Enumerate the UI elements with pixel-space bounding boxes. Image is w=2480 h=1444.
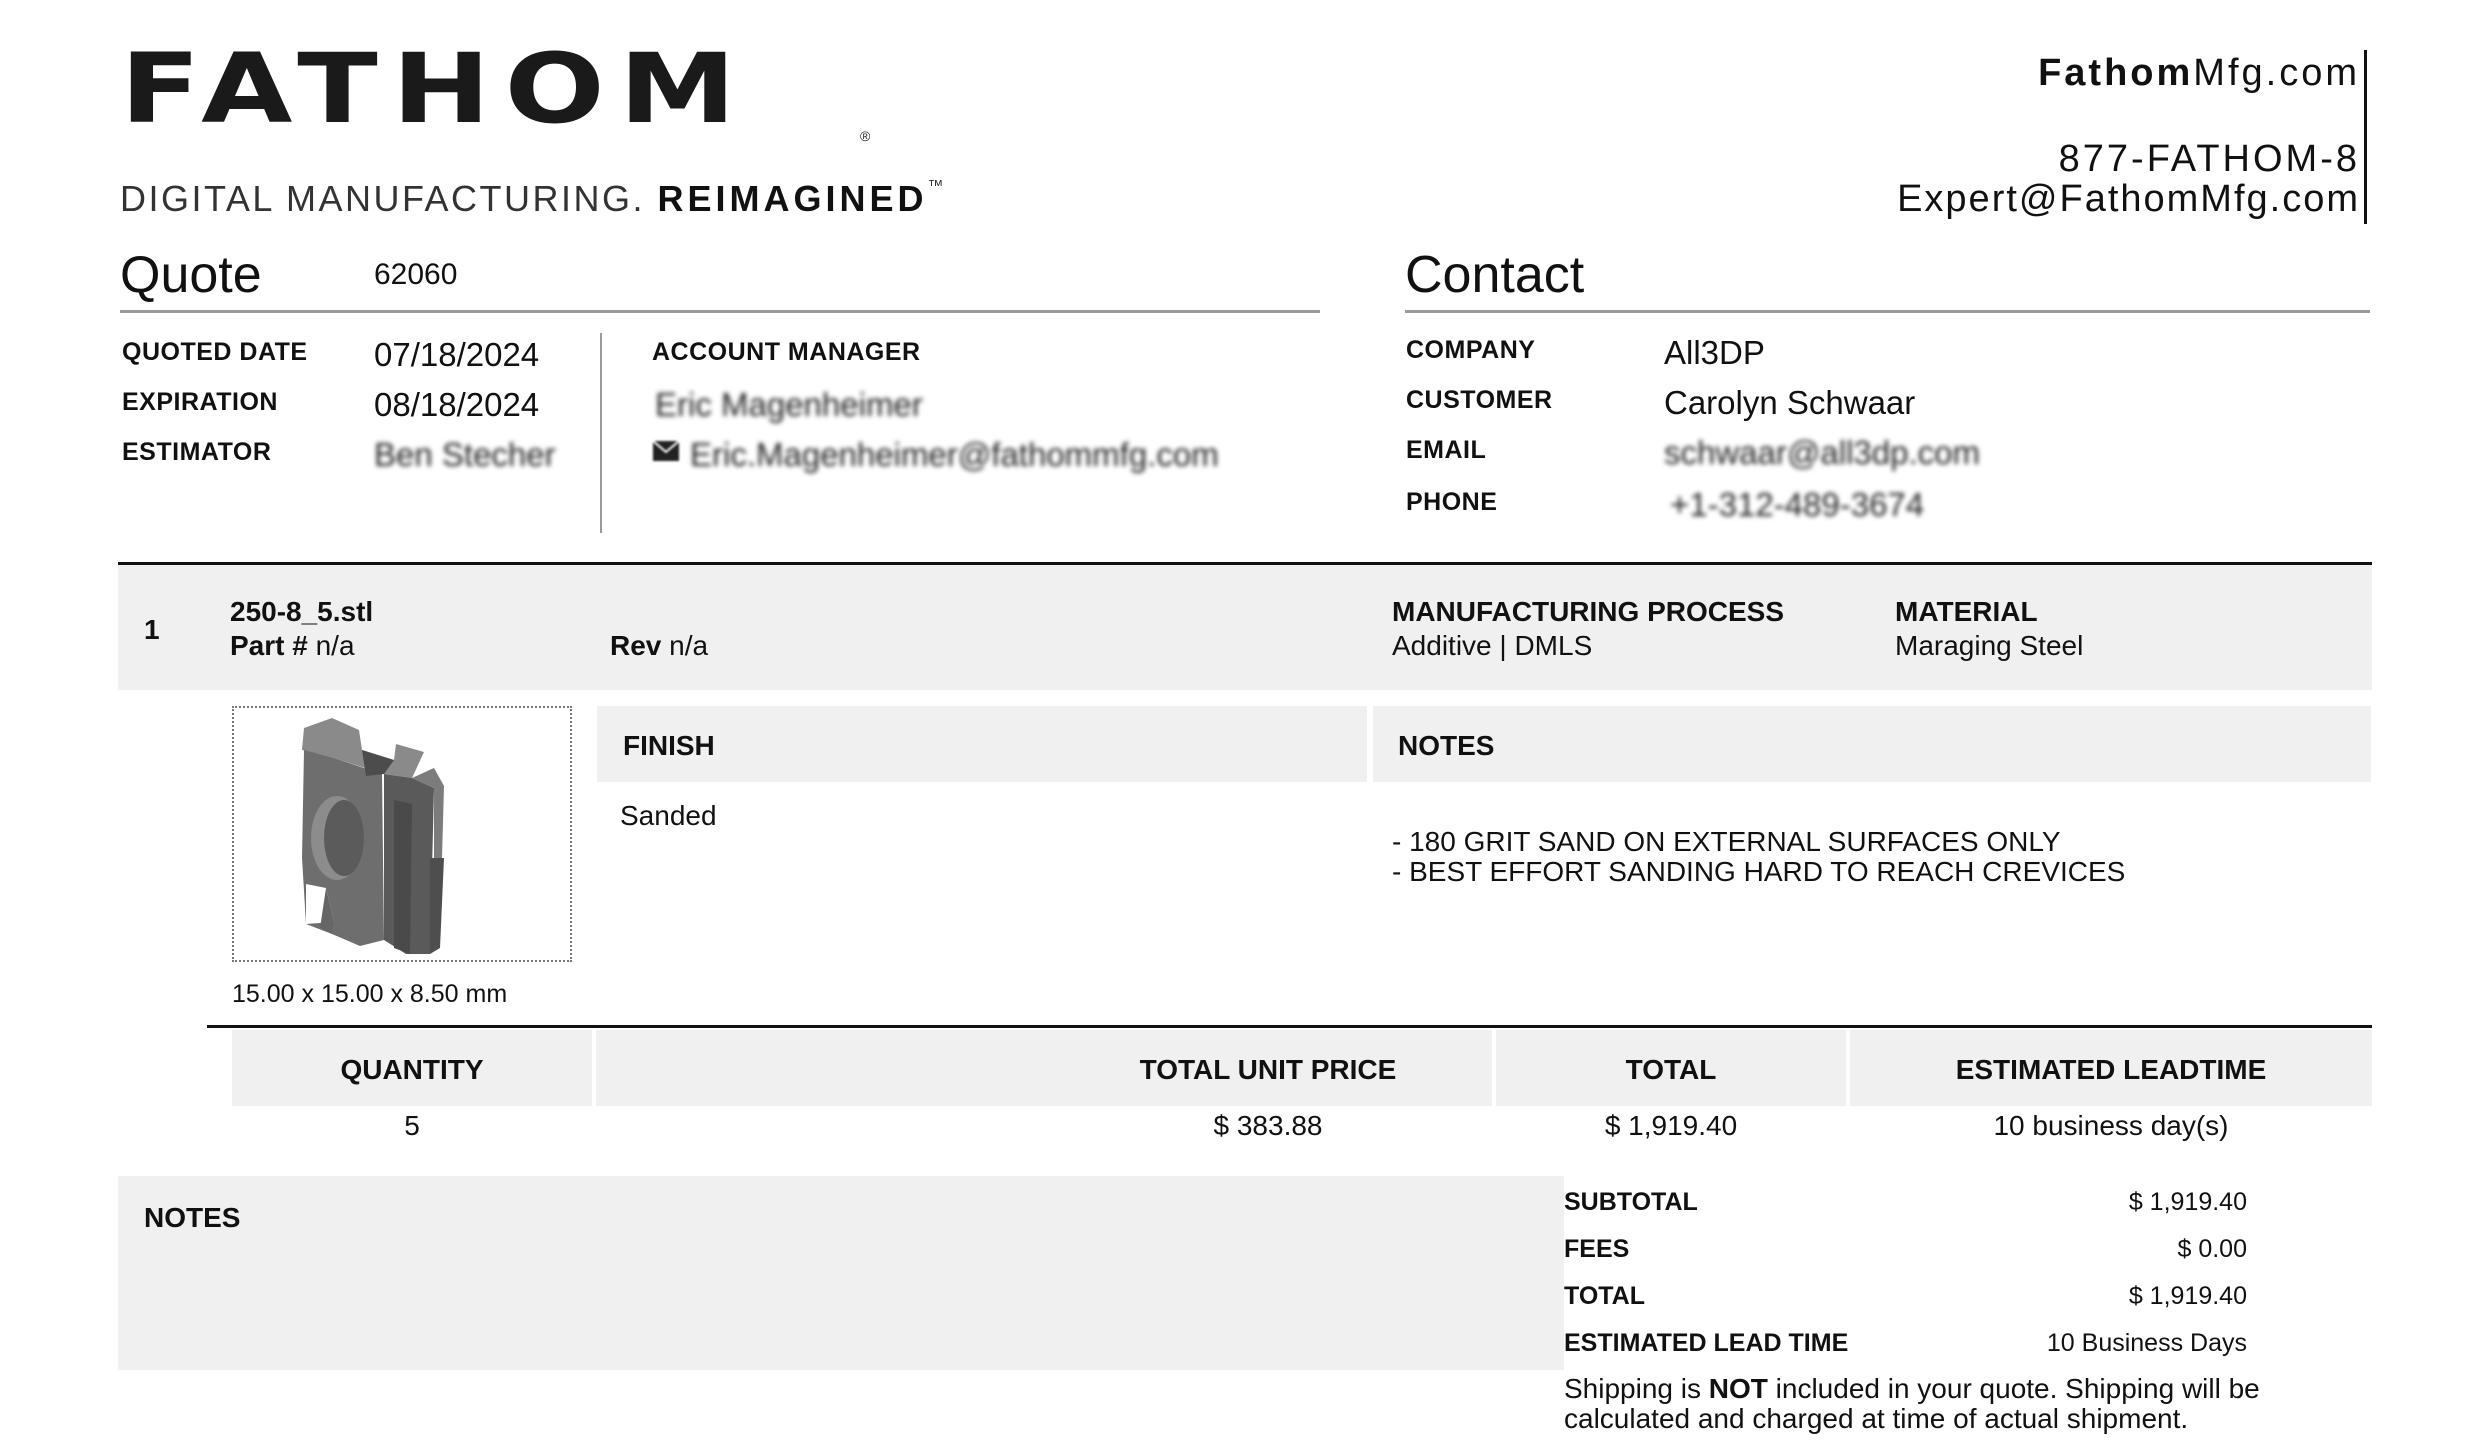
fees-value: $ 0.00 bbox=[2177, 1235, 2247, 1263]
site-bold: Fathom bbox=[2038, 52, 2194, 94]
expiration-label: EXPIRATION bbox=[122, 388, 278, 416]
item-index: 1 bbox=[144, 614, 160, 645]
estimator-value: Ben Stecher bbox=[374, 436, 556, 473]
expiration-value: 08/18/2024 bbox=[374, 386, 540, 423]
tagline-bold: REIMAGINED bbox=[657, 178, 928, 219]
shipping-not: NOT bbox=[1708, 1373, 1768, 1404]
item-notes-line-1: - 180 GRIT SAND ON EXTERNAL SURFACES ONLY bbox=[1392, 826, 2061, 857]
item-part bbox=[230, 630, 355, 662]
quote-rule bbox=[120, 310, 1320, 313]
total-label: TOTAL bbox=[1564, 1282, 1646, 1310]
total-value: $ 1,919.40 bbox=[2128, 1282, 2247, 1310]
item-rev bbox=[610, 630, 708, 662]
material-label: MATERIAL bbox=[1895, 596, 2038, 627]
notes-box-label: NOTES bbox=[144, 1202, 241, 1233]
part-thumbnail[interactable] bbox=[232, 706, 572, 962]
lead-time-label: ESTIMATED LEAD TIME bbox=[1564, 1329, 1849, 1357]
contact-rule bbox=[1405, 310, 2370, 313]
part-render-image bbox=[234, 708, 570, 960]
process-value: Additive | DMLS bbox=[1392, 630, 1593, 661]
site-light: Mfg.com bbox=[2193, 52, 2360, 94]
subtotal-value: $ 1,919.40 bbox=[2128, 1188, 2247, 1216]
shipping-post: included in your quote. Shipping will be bbox=[1767, 1373, 2260, 1404]
phone-label: PHONE bbox=[1406, 488, 1498, 516]
header-divider bbox=[2364, 50, 2367, 224]
part-label: Part # bbox=[230, 630, 308, 661]
company-label: COMPANY bbox=[1406, 336, 1536, 364]
header-unit-price: TOTAL UNIT PRICE bbox=[1139, 1054, 1397, 1085]
tagline-mark: ™ bbox=[927, 178, 947, 195]
quote-title: Quote bbox=[120, 246, 262, 304]
tagline-light: DIGITAL MANUFACTURING. bbox=[120, 178, 658, 219]
registered-mark: ® bbox=[860, 128, 871, 144]
finish-label: FINISH bbox=[623, 730, 715, 761]
customer-phone: +1-312-489-3674 bbox=[1670, 486, 1925, 523]
fees-label: FEES bbox=[1564, 1235, 1630, 1263]
part-dimensions: 15.00 x 15.00 x 8.50 mm bbox=[232, 980, 508, 1008]
notes-box bbox=[118, 1176, 1564, 1370]
quoted-date-value: 07/18/2024 bbox=[374, 336, 540, 373]
tagline bbox=[120, 178, 946, 220]
quoted-date-label: QUOTED DATE bbox=[122, 338, 308, 366]
quote-col-separator bbox=[600, 333, 602, 533]
item-filename: 250-8_5.stl bbox=[230, 596, 374, 627]
customer-email[interactable]: schwaar@all3dp.com bbox=[1664, 434, 1980, 471]
mail-icon bbox=[652, 440, 680, 462]
item-notes-line-2: - BEST EFFORT SANDING HARD TO REACH CREVICES bbox=[1392, 856, 2126, 887]
cell-quantity: 5 bbox=[404, 1110, 420, 1141]
subtotal-label: SUBTOTAL bbox=[1564, 1188, 1698, 1216]
email-label: EMAIL bbox=[1406, 436, 1487, 464]
company-email[interactable]: Expert@FathomMfg.com bbox=[1897, 178, 2360, 220]
shipping-pre: Shipping is bbox=[1564, 1373, 1709, 1404]
company-value: All3DP bbox=[1664, 334, 1765, 371]
website-link[interactable] bbox=[2038, 52, 2360, 95]
customer-value: Carolyn Schwaar bbox=[1664, 384, 1916, 421]
account-manager-label: ACCOUNT MANAGER bbox=[652, 338, 921, 366]
customer-label: CUSTOMER bbox=[1406, 386, 1553, 414]
quote-number: 62060 bbox=[374, 258, 458, 291]
header-quantity: QUANTITY bbox=[340, 1054, 484, 1085]
finish-value: Sanded bbox=[620, 800, 717, 831]
shipping-notice bbox=[1564, 1374, 2324, 1434]
lead-time-value: 10 Business Days bbox=[2046, 1329, 2247, 1357]
shipping-line-2: calculated and charged at time of actual shipment. bbox=[1564, 1403, 2189, 1434]
fathom-logo: FATHOM bbox=[120, 31, 751, 145]
material-value: Maraging Steel bbox=[1895, 630, 2084, 661]
company-phone: 877-FATHOM-8 bbox=[2058, 138, 2360, 180]
estimator-label: ESTIMATOR bbox=[122, 438, 272, 466]
pricing-top-rule bbox=[207, 1025, 2372, 1028]
rev-value: n/a bbox=[669, 630, 709, 661]
header-total: TOTAL bbox=[1625, 1054, 1717, 1085]
cell-leadtime: 10 business day(s) bbox=[1993, 1110, 2229, 1141]
cell-total: $ 1,919.40 bbox=[1604, 1110, 1738, 1141]
account-manager-name: Eric Magenheimer bbox=[655, 386, 923, 423]
header-leadtime: ESTIMATED LEADTIME bbox=[1955, 1054, 2267, 1085]
process-label: MANUFACTURING PROCESS bbox=[1392, 596, 1785, 627]
cell-unit-price: $ 383.88 bbox=[1213, 1110, 1323, 1141]
account-manager-email[interactable]: Eric.Magenheimer@fathommfg.com bbox=[690, 436, 1219, 473]
rev-label: Rev bbox=[610, 630, 662, 661]
part-value: n/a bbox=[315, 630, 355, 661]
contact-title: Contact bbox=[1405, 246, 1585, 304]
item-notes-label: NOTES bbox=[1398, 730, 1495, 761]
item-notes-header-band bbox=[1373, 706, 2371, 782]
